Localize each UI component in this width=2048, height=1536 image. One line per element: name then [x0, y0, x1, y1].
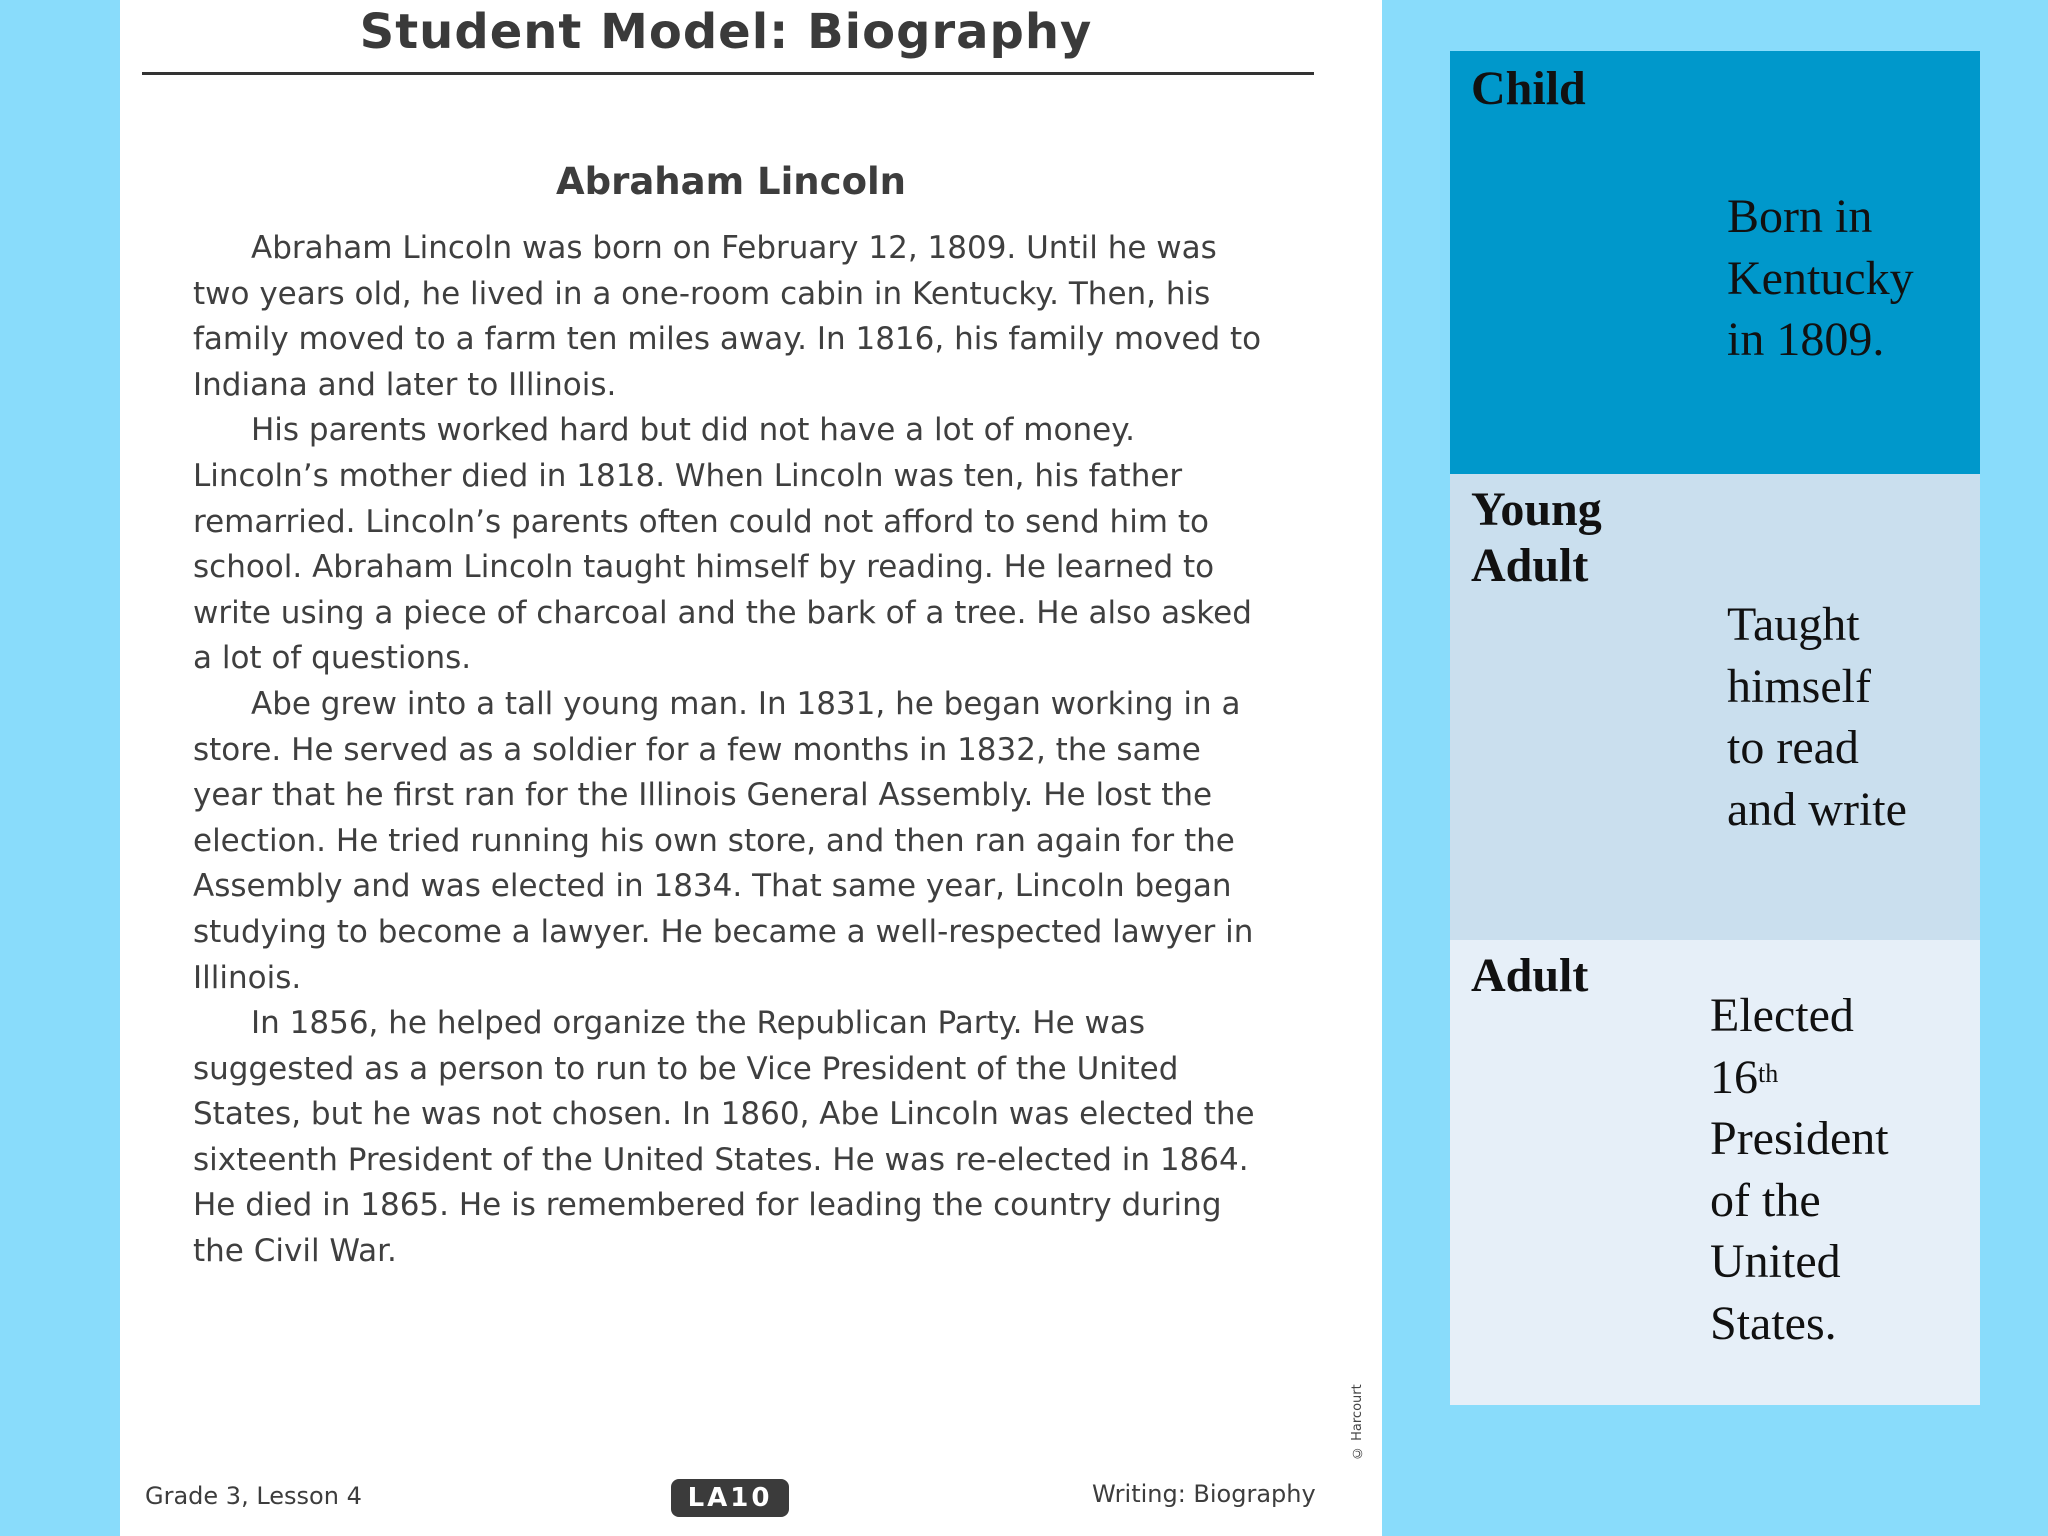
worksheet-page — [120, 0, 1382, 1536]
title-divider — [142, 72, 1314, 75]
worksheet-title: Student Model: Biography — [359, 4, 1093, 60]
stage-desc-line: of the — [1710, 1173, 1821, 1227]
stage-desc-line: Elected — [1710, 989, 1854, 1042]
stage-desc-line: and write — [1727, 782, 1907, 836]
stage-description — [1710, 985, 1889, 1354]
paragraph-young-adult: Abe grew into a tall young man. In 1831, he began working in a store. He served as a soldier for a few months in 1832, the same year that he first ran for the Illinois General Assembly. He lost the election. He tried running his own store, and then ran again for the Assembly and was elected in 1834. That same year, Lincoln began studying to become a lawyer. He became a well-respected lawyer in Illinois. — [193, 685, 1254, 996]
stage-label-line: Adult — [1471, 539, 1589, 592]
stage-desc-line: President — [1710, 1112, 1889, 1165]
footer-subject: Writing: Biography — [1092, 1480, 1316, 1508]
timeline-stage-adult — [1450, 940, 1980, 1405]
stage-desc-line: Taught — [1727, 598, 1860, 651]
copyright-notice: © Harcourt — [1350, 1384, 1365, 1460]
stage-desc-line: Born in — [1727, 190, 1873, 243]
stage-description — [1727, 594, 1907, 840]
stage-label — [1471, 482, 1602, 594]
stage-label — [1471, 948, 1588, 1004]
timeline-panel — [1450, 51, 1980, 1405]
stage-desc-line: in 1809. — [1727, 313, 1885, 366]
stage-label — [1471, 61, 1586, 117]
paragraph-childhood: His parents worked hard but did not have a lot of money. Lincoln’s mother died in 1818. When Lincoln was ten, his father remarried. Lincoln’s parents often could not afford to send him to school. Abraham Lincoln taught himself by reading. He learned to write using a piece of charcoal and the bark of a tree. He also asked a lot of questions. — [193, 412, 1252, 677]
stage-label-line: Adult — [1471, 949, 1589, 1002]
paragraph-presidency: In 1856, he helped organize the Republican Party. He was suggested as a person to run to be Vice President of the United States, but he was not chosen. In 1860, Abe Lincoln was elected the sixteenth President of the United States. He was re-elected in 1864. He died in 1865. He is remembered for leading the country during the Civil War. — [193, 1005, 1255, 1270]
stage-desc-line: himself — [1727, 659, 1871, 713]
stage-desc-line: Kentucky — [1727, 251, 1914, 305]
stage-label-line: Young — [1471, 483, 1602, 536]
paragraph-birth: Abraham Lincoln was born on February 12, 1809. Until he was two years old, he lived in a one-room cabin in Kentucky. Then, his family moved to a farm ten miles away. In 1816, his family moved to Indiana and later to Illinois. — [193, 230, 1262, 403]
page-code-badge: LA10 — [671, 1479, 789, 1517]
stage-desc-line: 16 — [1710, 1050, 1758, 1104]
stage-desc-line: States. — [1710, 1296, 1837, 1350]
stage-desc-line: United — [1710, 1235, 1841, 1288]
stage-description — [1727, 186, 1914, 371]
ordinal-suffix: th — [1758, 1058, 1779, 1088]
timeline-stage-young-adult — [1450, 474, 1980, 940]
article-body — [193, 226, 1273, 1275]
footer-grade-lesson: Grade 3, Lesson 4 — [145, 1482, 362, 1510]
timeline-stage-child — [1450, 51, 1980, 474]
stage-label-line: Child — [1471, 62, 1586, 115]
article-title: Abraham Lincoln — [555, 160, 907, 203]
stage-desc-line: to read — [1727, 721, 1859, 774]
